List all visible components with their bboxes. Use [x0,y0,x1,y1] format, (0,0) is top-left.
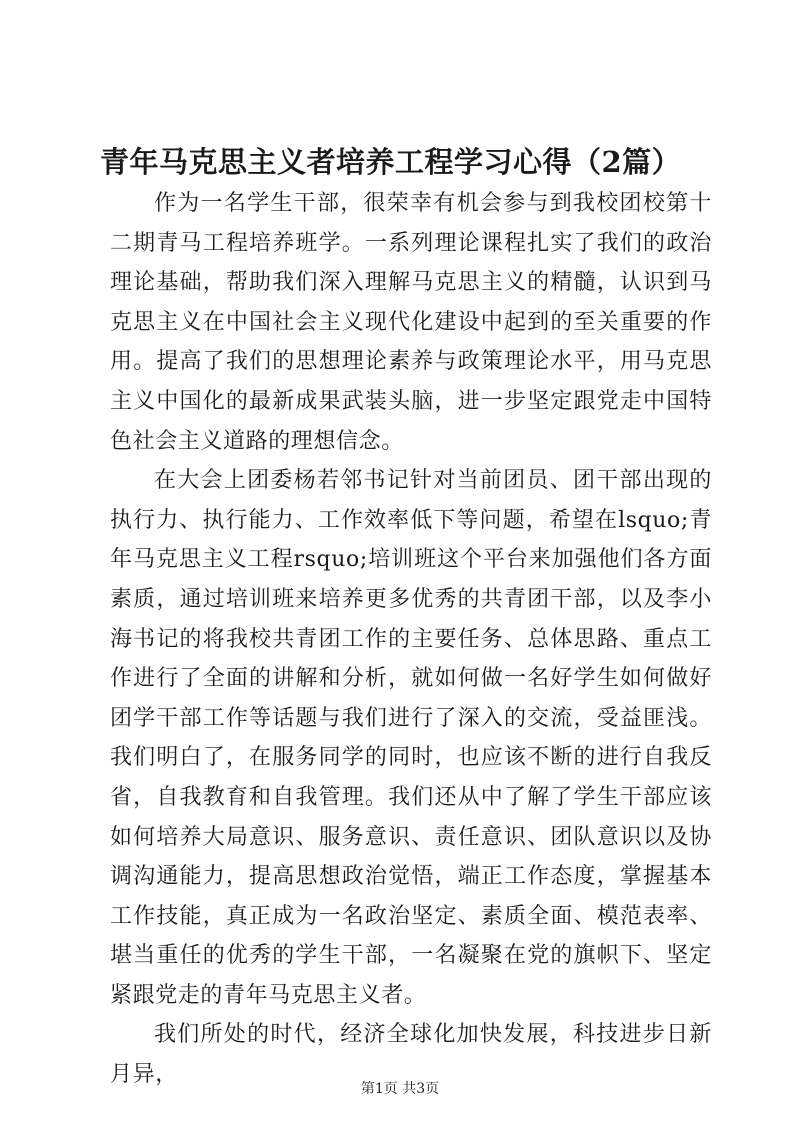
paragraph-1: 作为一名学生干部，很荣幸有机会参与到我校团校第十二期青马工程培养班学。一系列理论课程扎实了我们的政治理论基础，帮助我们深入理解马克思主义的精髓，认识到马克思主义在中国社会主义现代化建设中起到的至关重要的作用。提高了我们的思想理论素养与政策理论水平，用马克思主义中国化的最新成果武装头脑，进一步坚定跟党走中国特色社会主义道路的理想信念。 [110,191,712,454]
paragraph-2: 在大会上团委杨若邻书记针对当前团员、团干部出现的执行力、执行能力、工作效率低下等问题，希望在lsquo;青年马克思主义工程rsquo;培训班这个平台来加强他们各方面素质，通过培训班来培养更多优秀的共青团干部，以及李小海书记的将我校共青团工作的主要任务、总体思路、重点工作进行了全面的讲解和分析，就如何做一名好学生如何做好团学干部工作等话题与我们进行了深入的交流，受益匪浅。我们明白了，在服务同学的同时，也应该不断的进行自我反省，自我教育和自我管理。我们还从中了解了学生干部应该如何培养大局意识、服务意识、责任意识、团队意识以及协调沟通能力，提高思想政治觉悟，端正工作态度，掌握基本工作技能，真正成为一名政治坚定、素质全面、模范表率、堪当重任的优秀的学生干部，一名凝聚在党的旗帜下、坚定紧跟党走的青年马克思主义者。 [110,468,712,1008]
page-footer [0,1079,800,1099]
document-body [110,184,712,1095]
document-title: 青年马克思主义者培养工程学习心得（2篇） [100,145,682,179]
page-number-label: 第1页 共3页 [360,1081,440,1097]
paragraph-3: 我们所处的时代，经济全球化加快发展，科技进步日新月异， [110,1022,712,1088]
